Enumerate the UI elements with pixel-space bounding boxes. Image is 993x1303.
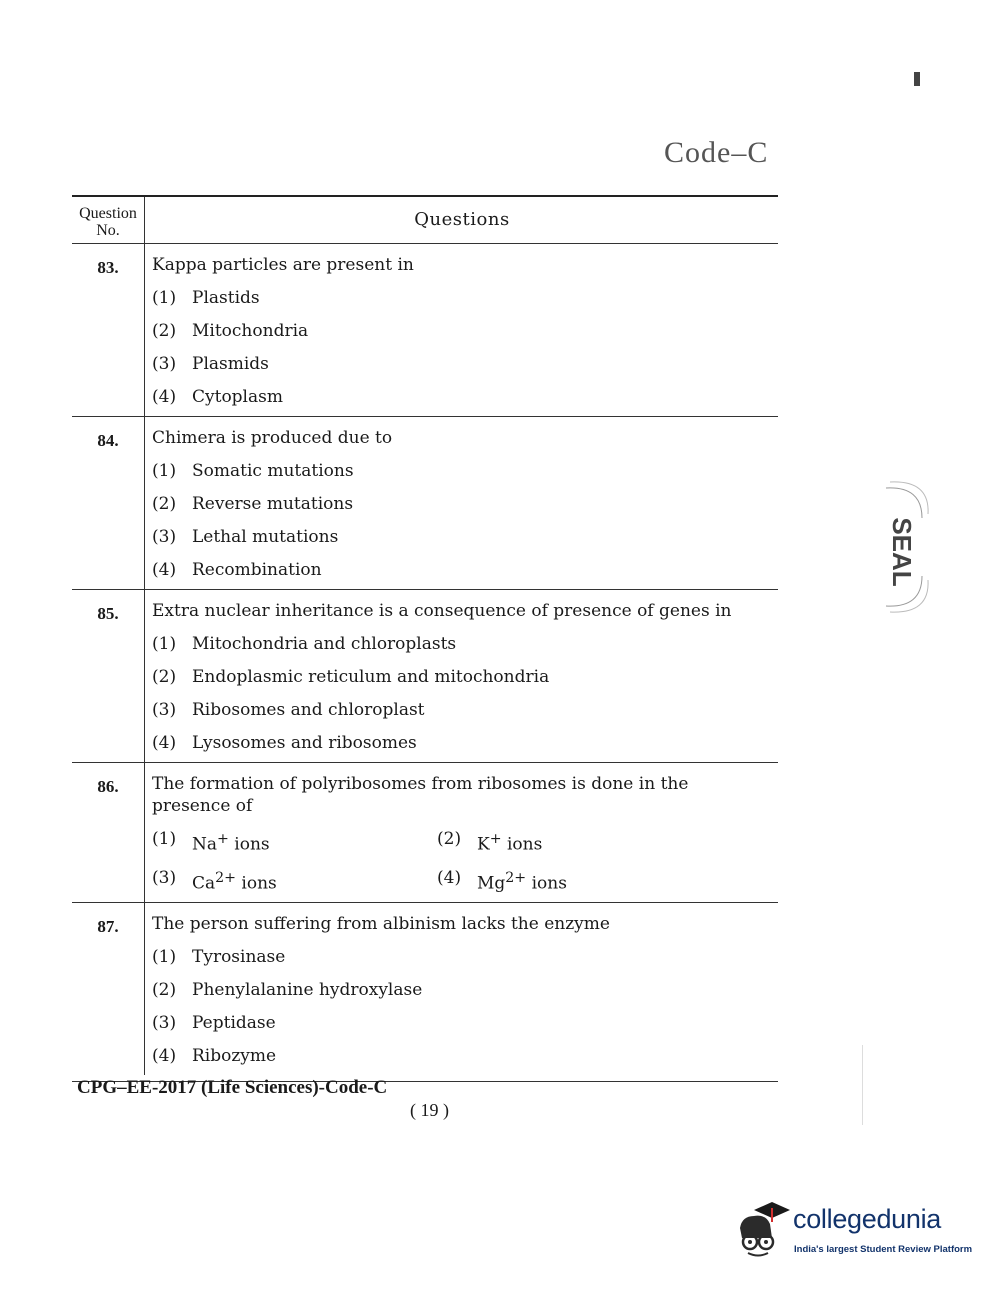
ion-charge: 2+ — [505, 869, 527, 886]
option-number: (3) — [152, 354, 177, 374]
option-text — [477, 828, 542, 856]
option — [152, 699, 772, 721]
option-number: (4) — [437, 867, 462, 888]
option-number: (2) — [152, 494, 177, 514]
question-number: 87. — [72, 903, 145, 1075]
question-text: Chimera is produced due to — [152, 428, 393, 448]
option-text: Recombination — [192, 560, 322, 580]
ion-symbol: Ca — [192, 873, 216, 894]
option-text: Endoplasmic reticulum and mitochondria — [192, 667, 550, 687]
option — [152, 1045, 772, 1067]
question-text: Kappa particles are present in — [152, 255, 414, 275]
question-table — [72, 195, 778, 1082]
ion-symbol: K — [477, 834, 490, 855]
option — [152, 353, 772, 375]
mascot-icon — [736, 1198, 792, 1258]
ion-charge: + — [489, 831, 502, 847]
question-row — [72, 903, 778, 1082]
option-number: (1) — [152, 947, 177, 968]
ion-suffix: ions — [501, 834, 543, 855]
question-text: The formation of polyribosomes from ribosomes is done in the presence of — [152, 774, 689, 816]
question-body — [145, 590, 778, 762]
option — [152, 828, 437, 856]
option — [152, 979, 772, 1001]
ion-suffix: ions — [236, 873, 277, 894]
option-number: (4) — [152, 560, 177, 580]
option-text: Ribosomes and chloroplast — [192, 700, 425, 720]
option-text — [192, 867, 277, 895]
ion-charge: 2+ — [215, 869, 237, 886]
question-row — [72, 244, 778, 417]
option — [152, 867, 437, 895]
option-number: (4) — [152, 1046, 177, 1067]
option — [152, 460, 772, 482]
question-number: 85. — [72, 590, 145, 762]
option — [437, 867, 772, 895]
option-number: (2) — [437, 829, 462, 849]
option-text: Somatic mutations — [192, 461, 354, 481]
question-row — [72, 763, 778, 903]
logo-text: collegedunia — [793, 1204, 942, 1234]
ion-suffix: ions — [228, 834, 270, 855]
option-text: Mitochondria — [192, 321, 309, 341]
option — [152, 946, 772, 968]
option — [152, 493, 772, 515]
option-number: (3) — [152, 1013, 177, 1034]
page-number: ( 19 ) — [410, 1100, 449, 1120]
ion-charge: + — [217, 831, 229, 847]
option-text: Lethal mutations — [192, 527, 339, 547]
option — [152, 633, 772, 655]
question-row — [72, 417, 778, 590]
option-text: Cytoplasm — [192, 387, 283, 407]
question-text: Extra nuclear inheritance is a consequence of presence of genes in — [152, 601, 732, 621]
option-number: (3) — [152, 867, 177, 888]
logo-tagline: India's largest Student Review Platform — [794, 1244, 973, 1255]
option-number: (2) — [152, 980, 177, 1001]
collegedunia-logo[interactable] — [736, 1196, 973, 1268]
ion-suffix: ions — [526, 873, 567, 894]
scan-margin-line — [862, 1045, 863, 1125]
option-number: (1) — [152, 461, 177, 481]
option-text: Tyrosinase — [192, 947, 286, 968]
question-body — [145, 244, 778, 416]
col-questions-header: Questions — [414, 209, 510, 230]
question-body — [145, 763, 778, 902]
option-number: (1) — [152, 288, 177, 308]
option-text: Lysosomes and ribosomes — [192, 733, 417, 753]
option-text — [192, 828, 270, 856]
question-text: The person suffering from albinism lacks the enzyme — [152, 914, 610, 935]
option — [152, 666, 772, 688]
option-text: Reverse mutations — [192, 494, 354, 514]
ion-symbol: Mg — [477, 873, 506, 894]
header-code: Code–C — [664, 136, 769, 169]
footer-exam-code: CPG–EE-2017 (Life Sciences)-Code-C — [77, 1077, 388, 1098]
option-text: Mitochondria and chloroplasts — [192, 634, 457, 654]
option — [437, 828, 772, 856]
option-number: (3) — [152, 527, 177, 547]
option — [152, 526, 772, 548]
option — [152, 1012, 772, 1034]
option-grid — [152, 828, 772, 894]
option-number: (2) — [152, 321, 177, 341]
option-number: (1) — [152, 634, 177, 654]
seal-word: SEAL — [887, 517, 918, 587]
option-text: Phenylalanine hydroxylase — [192, 980, 423, 1001]
option-number: (4) — [152, 387, 177, 407]
question-body — [145, 417, 778, 589]
question-number: 83. — [72, 244, 145, 416]
option — [152, 386, 772, 408]
option — [152, 732, 772, 754]
question-row — [72, 590, 778, 763]
option-text — [477, 867, 567, 895]
table-header-row — [72, 197, 778, 244]
option-number: (1) — [152, 829, 177, 849]
col-question-no-header: Question No. — [72, 197, 145, 243]
option-text: Peptidase — [192, 1013, 276, 1034]
question-number: 84. — [72, 417, 145, 589]
scan-corner-mark — [914, 72, 920, 86]
option-text: Plastids — [192, 288, 260, 308]
option-text: Ribozyme — [192, 1046, 277, 1067]
seal-stamp — [872, 478, 932, 616]
option-number: (3) — [152, 700, 177, 720]
option-text: Plasmids — [192, 354, 269, 374]
question-number: 86. — [72, 763, 145, 902]
ion-symbol: Na — [192, 834, 218, 855]
option-number: (2) — [152, 667, 177, 687]
option — [152, 559, 772, 581]
option — [152, 287, 772, 309]
option — [152, 320, 772, 342]
option-number: (4) — [152, 733, 177, 753]
question-body — [145, 903, 778, 1075]
